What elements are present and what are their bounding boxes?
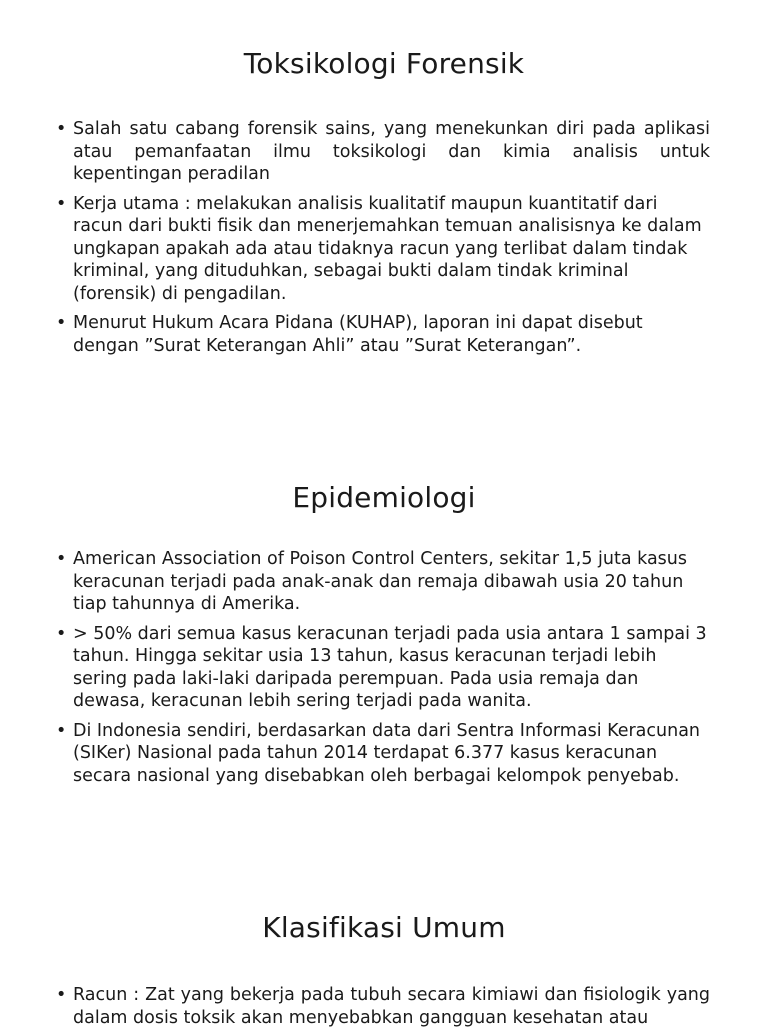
bullet-list bbox=[56, 118, 710, 364]
slide-title: Klasifikasi Umum bbox=[262, 911, 506, 944]
bullet-dot-icon: • bbox=[56, 720, 67, 741]
bullet-dot-icon: • bbox=[56, 119, 67, 139]
bullet-text: Salah satu cabang forensik sains, yang menekunkan diri pada aplikasi atau pemanfaatan ilmu toksikologi dan kimia analisis untuk kepentingan peradilan bbox=[73, 119, 710, 184]
slide-title: Toksikologi Forensik bbox=[243, 47, 525, 80]
bullet-text: American Association of Poison Control Centers, sekitar 1,5 juta kasus keracunan terjadi pada anak-anak dan remaja dibawah usia 20 tahun tiap tahunnya di Amerika. bbox=[73, 549, 688, 614]
bullet-list bbox=[56, 984, 710, 1036]
bullet-item bbox=[56, 720, 710, 788]
bullet-list bbox=[56, 548, 710, 794]
bullet-text: Menurut Hukum Acara Pidana (KUHAP), laporan ini dapat disebut dengan ”Surat Keterangan Ahli” atau ”Surat Keterangan”. bbox=[73, 313, 643, 356]
bullet-item bbox=[56, 984, 710, 1029]
bullet-dot-icon: • bbox=[56, 985, 67, 1005]
bullet-dot-icon: • bbox=[56, 313, 67, 333]
bullet-item bbox=[56, 193, 710, 306]
bullet-item bbox=[56, 623, 710, 713]
bullet-text: > 50% dari semua kasus keracunan terjadi pada usia antara 1 sampai 3 tahun. Hingga sekitar usia 13 tahun, kasus keracunan terjadi lebih sering pada laki-laki daripada perempuan. Pada usia remaja dan dewasa, keracunan lebih sering terjadi pada wanita. bbox=[73, 623, 707, 711]
bullet-dot-icon: • bbox=[56, 623, 67, 644]
slide-title: Epidemiologi bbox=[292, 481, 476, 514]
bullet-text: Racun : Zat yang bekerja pada tubuh secara kimiawi dan fisiologik yang dalam dosis toksik akan menyebabkan gangguan kesehatan atau bbox=[73, 985, 710, 1028]
bullet-item bbox=[56, 312, 710, 357]
bullet-dot-icon: • bbox=[56, 549, 67, 569]
bullet-item bbox=[56, 548, 710, 616]
bullet-item bbox=[56, 118, 710, 186]
bullet-text: Di Indonesia sendiri, berdasarkan data dari Sentra Informasi Keracunan (SIKer) Nasional pada tahun 2014 terdapat 6.377 kasus keracunan secara nasional yang disebabkan oleh berbagai kelompok penyebab. bbox=[73, 720, 701, 786]
bullet-text: Kerja utama : melakukan analisis kualitatif maupun kuantitatif dari racun dari bukti fisik dan menerjemahkan temuan analisisnya ke dalam ungkapan apakah ada atau tidaknya racun yang terlibat dalam tindak kriminal, yang dituduhkan, sebagai bukti dalam tindak kriminal (forensik) di pengadilan. bbox=[73, 193, 702, 304]
bullet-dot-icon: • bbox=[56, 193, 67, 214]
